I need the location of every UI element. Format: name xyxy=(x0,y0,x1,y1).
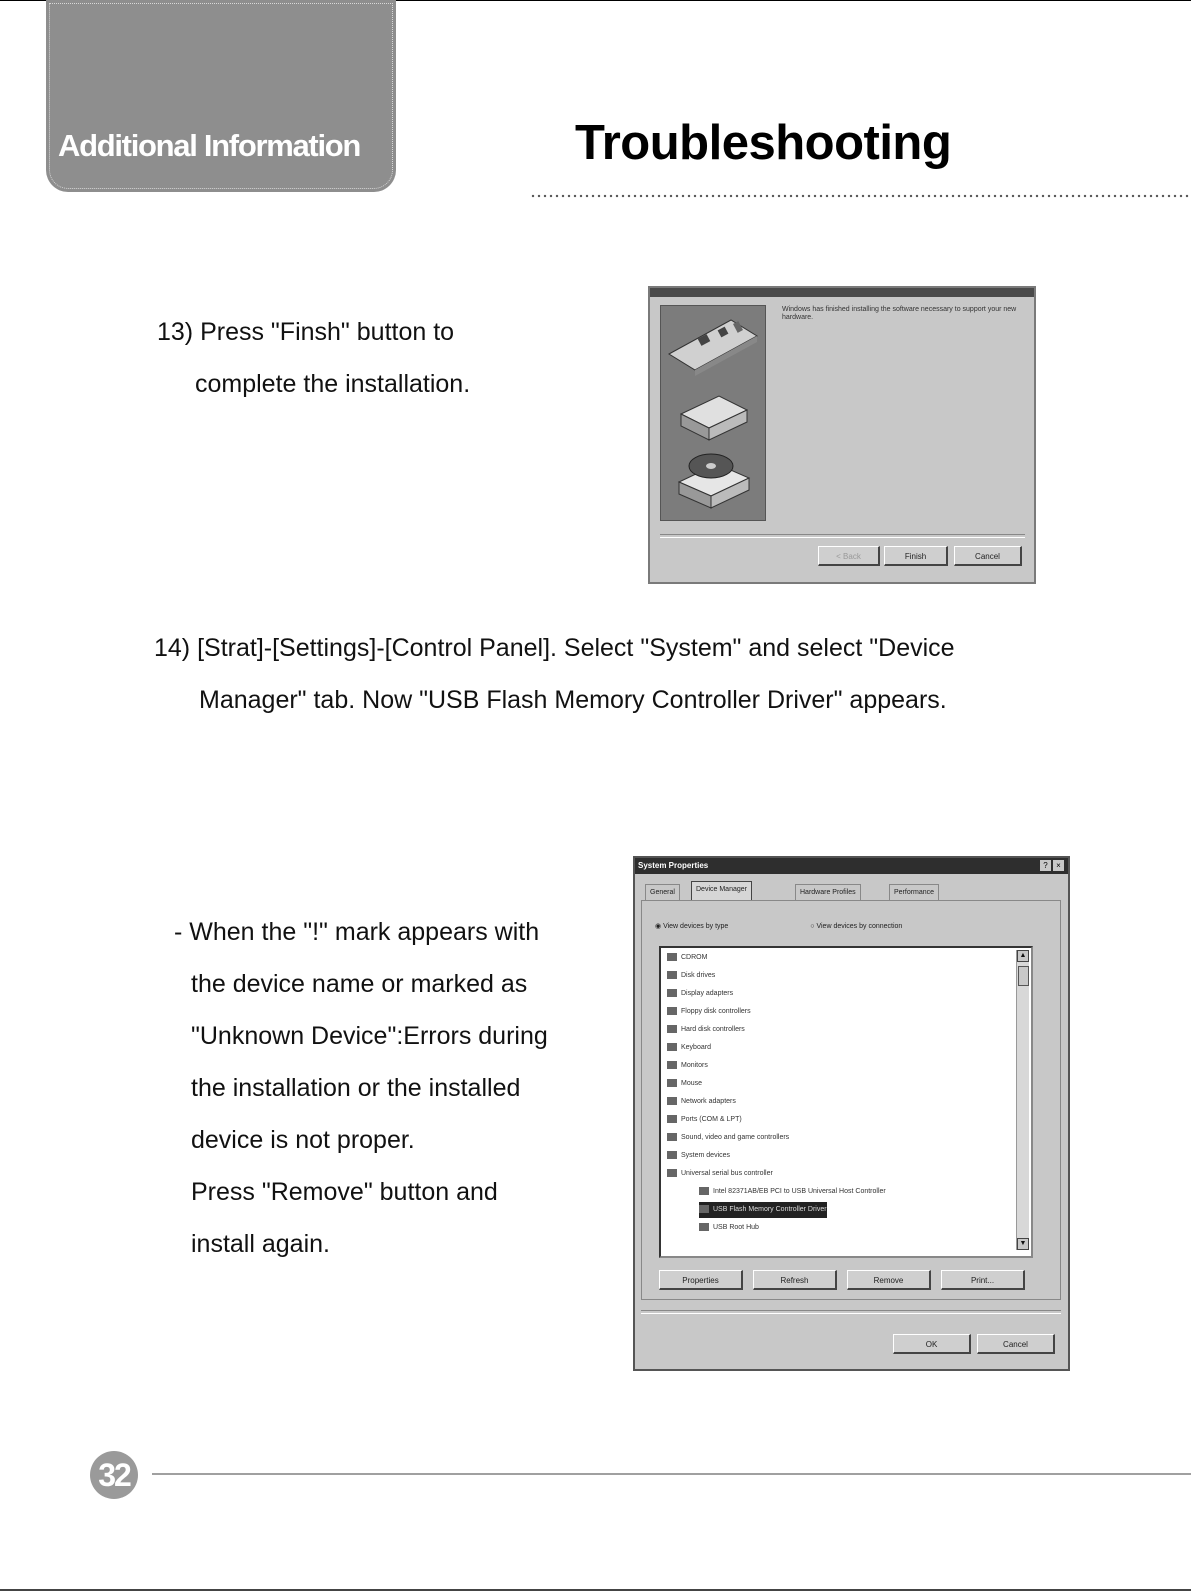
device-label: Disk drives xyxy=(681,972,716,979)
device-label: Intel 82371AB/EB PCI to USB Universal Host Controller xyxy=(713,1188,886,1195)
system-properties-titlebar xyxy=(635,858,1068,874)
drive-icon xyxy=(681,396,747,440)
cancel-button[interactable]: Cancel xyxy=(954,546,1022,566)
page-number: 32 xyxy=(90,1451,138,1499)
device-item[interactable] xyxy=(667,986,733,1002)
radio-by-type-label: View devices by type xyxy=(663,923,729,930)
section-label: Additional Information xyxy=(58,128,361,163)
device-label: Network adapters xyxy=(681,1098,736,1105)
device-item[interactable] xyxy=(667,1094,736,1110)
step-14-line-2: Manager" tab. Now "USB Flash Memory Controller Driver" appears. xyxy=(199,686,947,714)
scroll-thumb[interactable] xyxy=(1018,966,1029,986)
device-item[interactable] xyxy=(699,1220,759,1236)
tab-hardware-profiles[interactable]: Hardware Profiles xyxy=(795,884,861,900)
scroll-down-icon[interactable]: ▼ xyxy=(1017,1238,1029,1250)
disk-icon xyxy=(667,971,677,979)
step-13-line-2: complete the installation. xyxy=(195,370,471,398)
device-label: Sound, video and game controllers xyxy=(681,1134,790,1141)
system-properties-title: System Properties xyxy=(638,861,709,870)
device-label: Hard disk controllers xyxy=(681,1026,745,1033)
mouse-icon xyxy=(667,1079,677,1087)
radio-by-connection-label: View devices by connection xyxy=(816,923,903,930)
pci-card-icon xyxy=(669,320,757,376)
note-line-6: Press "Remove" button and xyxy=(191,1178,498,1206)
note-line-5: device is not proper. xyxy=(191,1126,415,1154)
device-item[interactable] xyxy=(667,1022,745,1038)
device-label: System devices xyxy=(681,1152,731,1159)
finish-message: Windows has finished installing the software necessary to support your new hardware. xyxy=(782,306,1017,321)
refresh-button[interactable]: Refresh xyxy=(753,1270,837,1290)
section-tab xyxy=(46,0,396,192)
floppy-icon xyxy=(667,1007,677,1015)
title-dotted-rule xyxy=(530,194,1191,198)
note-text xyxy=(174,906,548,1270)
device-label: Keyboard xyxy=(681,1044,711,1051)
usb-icon xyxy=(699,1187,709,1195)
device-item-selected[interactable] xyxy=(699,1202,827,1218)
device-item[interactable] xyxy=(667,1058,708,1074)
device-tree-scrollbar[interactable] xyxy=(1016,950,1029,1250)
hard-disk-icon xyxy=(667,1025,677,1033)
note-line-4: the installation or the installed xyxy=(191,1074,521,1102)
cd-drive-icon xyxy=(679,454,749,508)
network-icon xyxy=(667,1097,677,1105)
radio-by-connection[interactable]: ○ View devices by connection xyxy=(810,923,903,930)
keyboard-icon xyxy=(667,1043,677,1051)
device-item[interactable] xyxy=(667,950,707,966)
device-label: USB Flash Memory Controller Driver xyxy=(713,1206,827,1213)
device-item[interactable] xyxy=(667,968,715,984)
device-item[interactable] xyxy=(699,1184,886,1200)
usb-icon xyxy=(699,1205,709,1213)
note-line-7: install again. xyxy=(191,1230,330,1258)
port-icon xyxy=(667,1115,677,1123)
print-button[interactable]: Print... xyxy=(941,1270,1025,1290)
scroll-up-icon[interactable]: ▲ xyxy=(1017,950,1029,962)
device-label: CDROM xyxy=(681,954,708,961)
device-label: USB Root Hub xyxy=(713,1224,759,1231)
radio-by-type[interactable]: ◉ View devices by type xyxy=(655,923,729,930)
note-line-3: "Unknown Device":Errors during xyxy=(191,1022,548,1050)
device-item[interactable] xyxy=(667,1076,702,1092)
finish-dialog-titlebar xyxy=(650,288,1034,297)
device-label: Universal serial bus controller xyxy=(681,1170,773,1177)
system-properties-screenshot xyxy=(633,856,1070,1371)
device-item[interactable] xyxy=(667,1130,789,1146)
device-item[interactable] xyxy=(667,1148,730,1164)
note-line-2: the device name or marked as xyxy=(191,970,528,998)
device-label: Ports (COM & LPT) xyxy=(681,1116,742,1123)
cancel-button[interactable]: Cancel xyxy=(977,1334,1055,1354)
device-item[interactable] xyxy=(667,1166,773,1182)
usb-icon xyxy=(667,1169,677,1177)
bottom-rule xyxy=(0,1589,1191,1591)
footer-rule xyxy=(152,1473,1191,1475)
finish-button[interactable]: Finish xyxy=(884,546,948,566)
step-13-text xyxy=(157,306,470,410)
device-item[interactable] xyxy=(667,1004,751,1020)
hardware-illustration-panel xyxy=(660,305,766,521)
monitor-icon xyxy=(667,1061,677,1069)
device-item[interactable] xyxy=(667,1040,711,1056)
titlebar-buttons xyxy=(1038,860,1064,871)
finish-dialog-screenshot xyxy=(648,286,1036,584)
tab-device-manager[interactable]: Device Manager xyxy=(691,881,752,901)
device-label: Mouse xyxy=(681,1080,703,1087)
device-label: Floppy disk controllers xyxy=(681,1008,751,1015)
device-label: Display adapters xyxy=(681,990,734,997)
view-mode-radios xyxy=(655,922,982,930)
device-item[interactable] xyxy=(667,1112,742,1128)
hardware-icons xyxy=(661,306,765,520)
page-title: Troubleshooting xyxy=(575,116,952,170)
back-button[interactable]: < Back xyxy=(818,546,880,566)
close-button[interactable]: × xyxy=(1053,860,1064,871)
sound-icon xyxy=(667,1133,677,1141)
step-13-line-1: 13) Press "Finsh" button to xyxy=(157,318,455,346)
tab-performance[interactable]: Performance xyxy=(889,884,939,900)
system-icon xyxy=(667,1151,677,1159)
dialog-separator xyxy=(641,1310,1061,1314)
cdrom-icon xyxy=(667,953,677,961)
device-label: Monitors xyxy=(681,1062,708,1069)
finish-dialog-separator xyxy=(660,534,1025,538)
usb-icon xyxy=(699,1223,709,1231)
step-14-line-1: 14) [Strat]-[Settings]-[Control Panel]. Select "System" and select "Device xyxy=(154,634,955,662)
properties-button[interactable]: Properties xyxy=(659,1270,743,1290)
device-tree[interactable] xyxy=(659,946,1033,1258)
remove-button[interactable]: Remove xyxy=(847,1270,931,1290)
help-button[interactable]: ? xyxy=(1040,860,1051,871)
ok-button[interactable]: OK xyxy=(893,1334,971,1354)
tab-general[interactable]: General xyxy=(645,884,680,900)
step-14-text xyxy=(154,622,955,726)
note-line-1: - When the "!" mark appears with xyxy=(174,918,540,946)
display-icon xyxy=(667,989,677,997)
